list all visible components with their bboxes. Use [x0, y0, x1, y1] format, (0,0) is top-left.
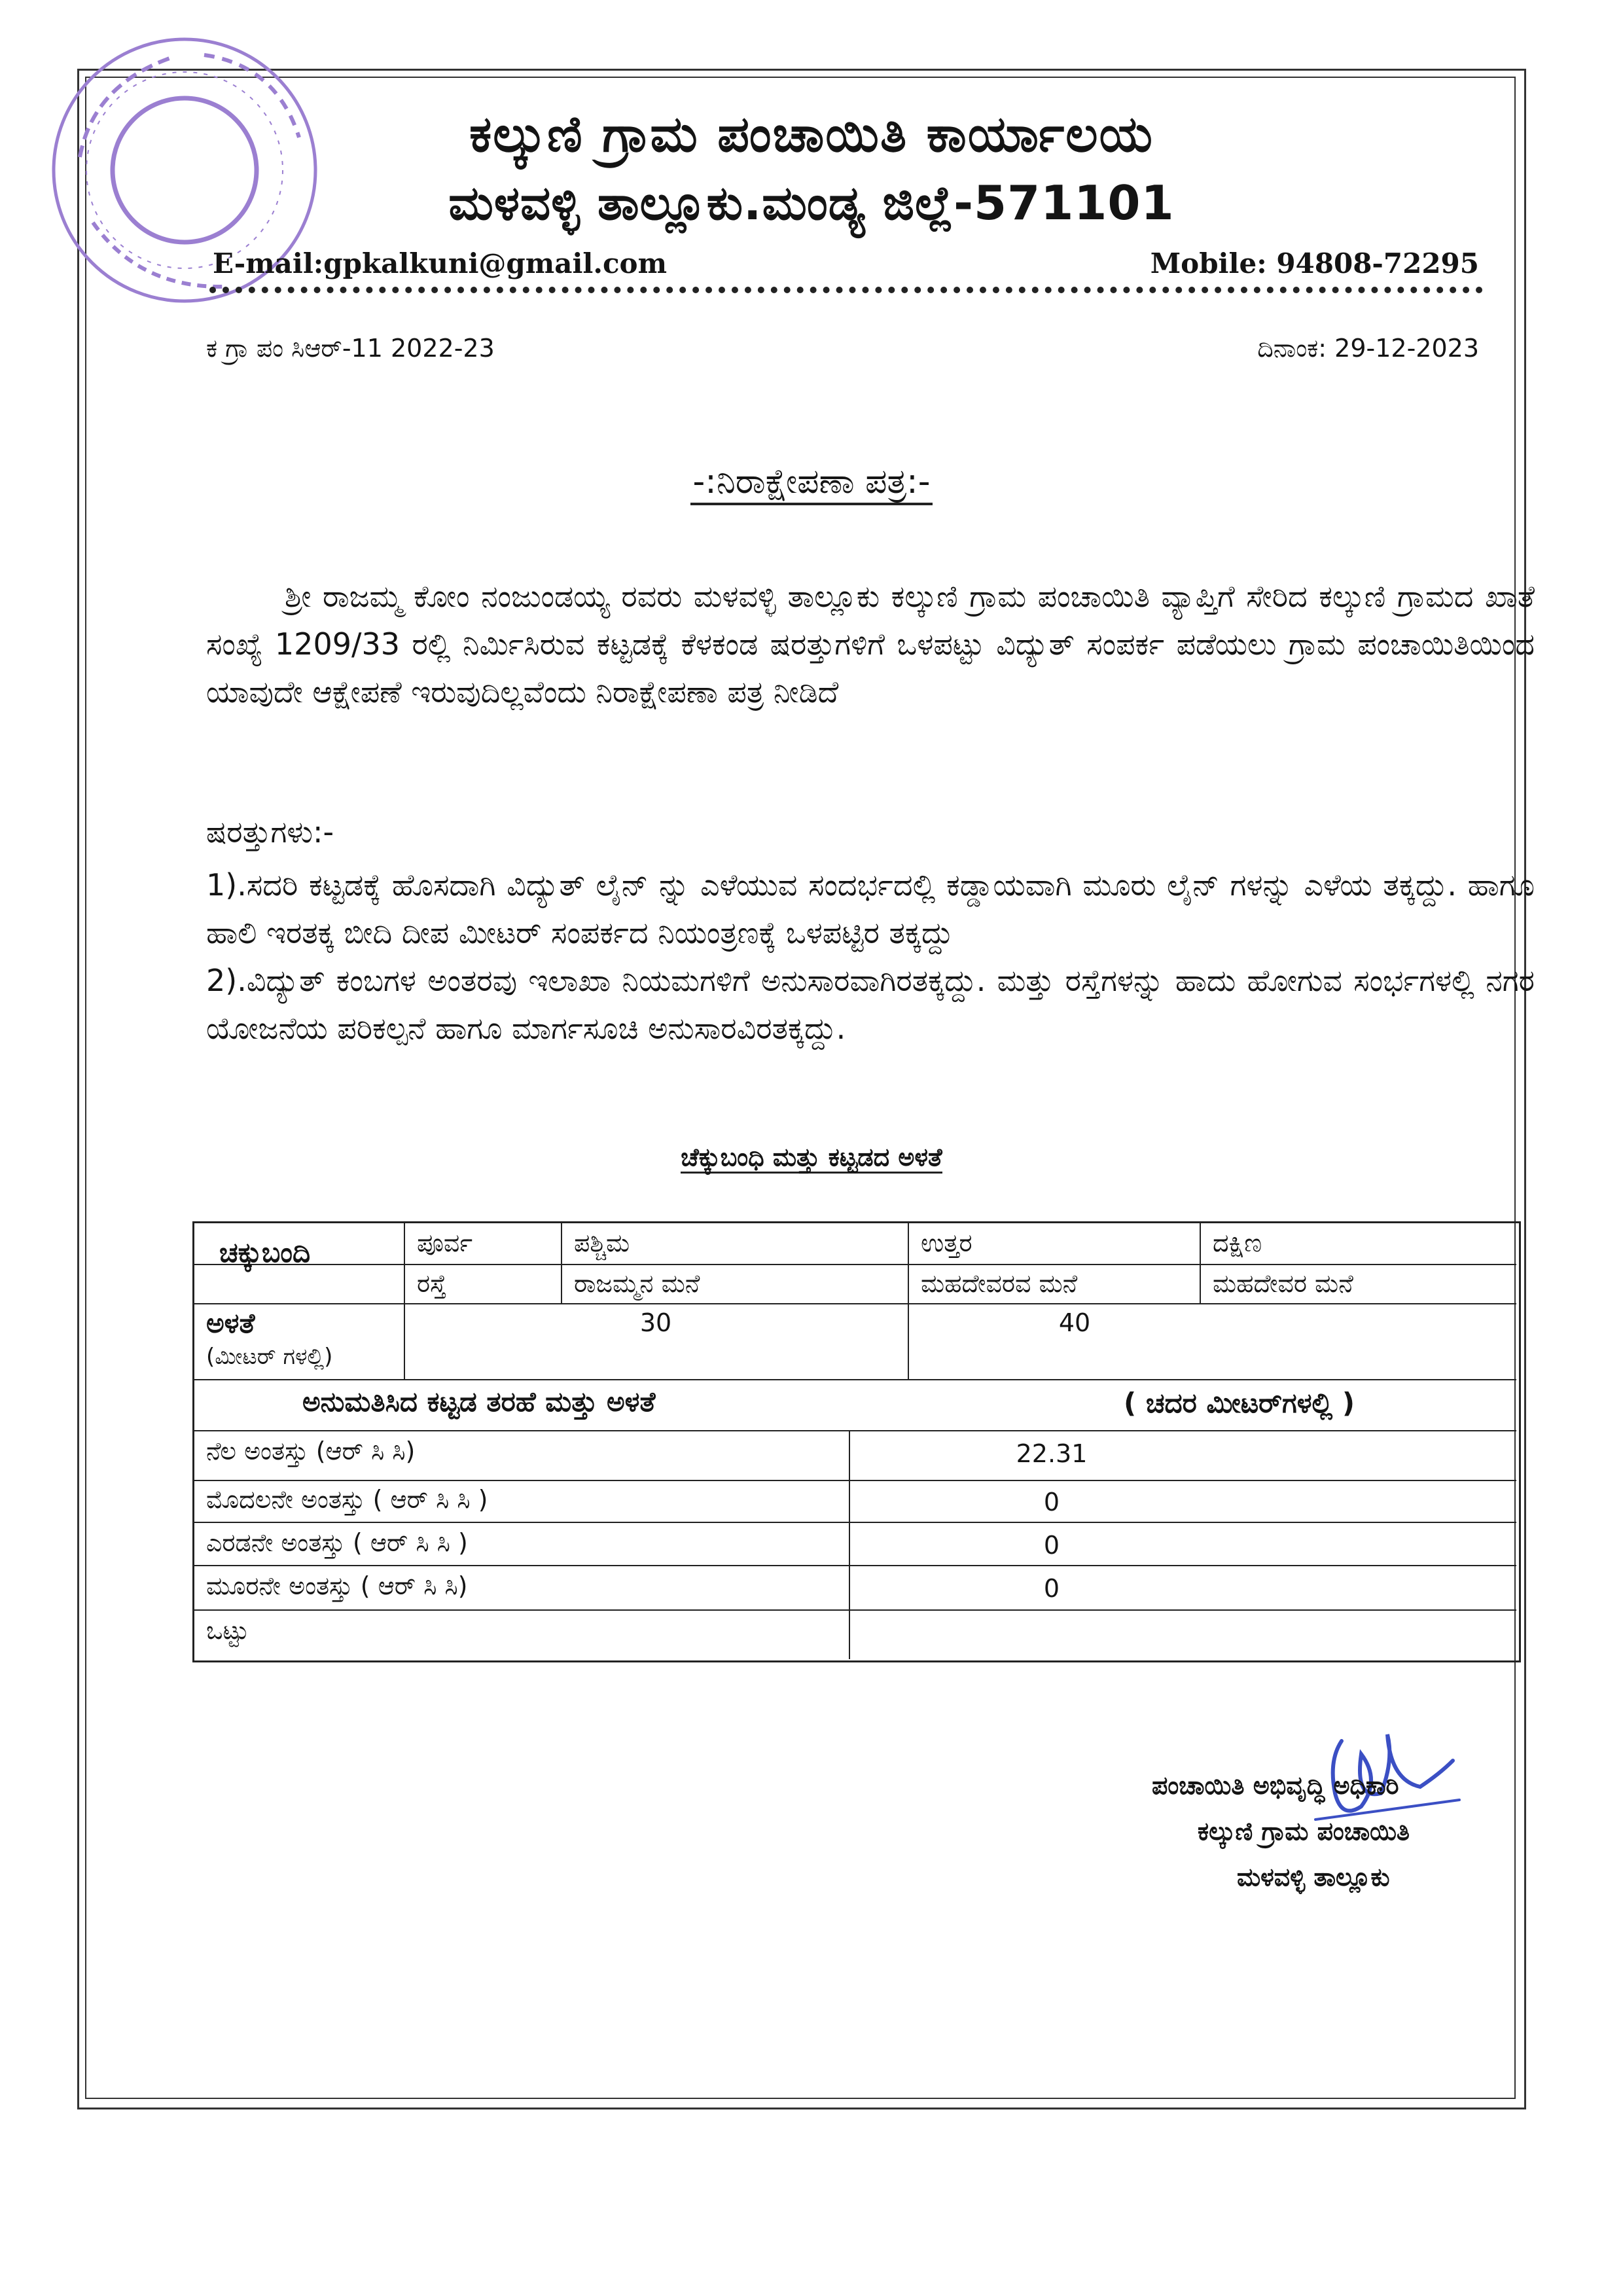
table-title — [0, 1143, 1623, 1172]
size-label: ಅಳತೆ — [206, 1307, 255, 1339]
header-divider — [209, 287, 1483, 293]
signatory-office: ಕಲ್ಕುಣಿ ಗ್ರಾಮ ಪಂಚಾಯಿತಿ — [1198, 1817, 1410, 1846]
office-name-heading: ಕಲ್ಕುಣಿ ಗ್ರಾಮ ಪಂಚಾಯಿತಿ ಕಾರ್ಯಾಲಯ — [469, 105, 1154, 163]
floor-name-total: ಒಟ್ಟು — [206, 1616, 249, 1645]
floor-name-ground: ನೆಲ ಅಂತಸ್ತು (ಆರ್ ಸಿ ಸಿ) — [206, 1437, 416, 1465]
floor-name-second: ಎರಡನೇ ಅಂತಸ್ತು ( ಆರ್ ಸಿ ಸಿ ) — [206, 1528, 468, 1557]
area-unit: ( ಚದರ ಮೀಟರ್‌ಗಳಲ್ಲಿ ) — [1124, 1387, 1355, 1419]
table-rule — [194, 1609, 1516, 1611]
boundary-label: ಚಕ್ಕುಬಂದಿ — [219, 1236, 311, 1268]
email-text: E-mail:gpkalkuni@gmail.com — [213, 247, 668, 279]
boundary-measurement-table — [192, 1221, 1521, 1662]
floor-area-second: 0 — [1043, 1531, 1060, 1560]
office-address-heading: ಮಳವಳ್ಳಿ ತಾಲ್ಲೂಕು.ಮಂಡ್ಯ ಜಿಲ್ಲೆ-571101 — [448, 175, 1175, 230]
document-title — [0, 462, 1623, 502]
conditions-list — [206, 861, 1535, 1052]
mobile-text: Mobile: 94808-72295 — [1150, 247, 1479, 279]
direction-east: ಪೂರ್ವ — [417, 1229, 473, 1257]
reference-number: ಕ ಗ್ರಾ ಪಂ ಸಿಆರ್-11 2022-23 — [206, 334, 495, 363]
neighbour-south: ಮಹದೇವರ ಮನೆ — [1213, 1269, 1353, 1298]
table-rule — [908, 1223, 909, 1379]
condition-item-1: 1).ಸದರಿ ಕಟ್ಟಡಕ್ಕೆ ಹೊಸದಾಗಿ ವಿದ್ಯುತ್ ಲೈನ್ ನ್ನು ಎಳೆಯುವ ಸಂದರ್ಭದಲ್ಲಿ ಕಡ್ಡಾಯವಾಗಿ ಮೂರು ಲೈನ್ ಗಳನ್ನು ಎಳೆಯ ತಕ್ಕದ್ದು. ಹಾಗೂ ಹಾಲಿ ಇರತಕ್ಕ ಬೀದಿ ದೀಪ ಮೀಟರ್ ಸಂಪರ್ಕದ ನಿಯಂತ್ರಣಕ್ಕೆ ಒಳಪಟ್ಟಿರ ತಕ್ಕದ್ದು — [206, 867, 1535, 950]
size-unit: (ಮೀಟರ್ ಗಳಲ್ಲಿ) — [206, 1344, 333, 1370]
floor-name-third: ಮೂರನೇ ಅಂತಸ್ತು ( ಆರ್ ಸಿ ಸಿ) — [206, 1571, 468, 1600]
table-title-text: ಚೆಕ್ಕುಬಂಧಿ ಮತ್ತು ಕಟ್ಟಡದ ಅಳತೆ — [681, 1143, 942, 1174]
table-rule — [404, 1223, 405, 1379]
table-rule — [194, 1303, 1516, 1304]
floor-area-first: 0 — [1043, 1488, 1060, 1516]
size-north-south: 40 — [1058, 1308, 1091, 1337]
table-rule — [194, 1430, 1516, 1431]
neighbour-north: ಮಹದೇವರವ ಮನೆ — [921, 1269, 1078, 1298]
direction-south: ದಕ್ಷಿಣ — [1213, 1229, 1262, 1257]
letter-date: ದಿನಾಂಕ: 29-12-2023 — [1257, 334, 1479, 363]
signatory-designation: ಪಂಚಾಯಿತಿ ಅಭಿವೃದ್ಧಿ ಅಧಿಕಾರಿ — [1152, 1771, 1399, 1800]
table-rule — [194, 1480, 1516, 1481]
table-rule — [194, 1264, 1516, 1265]
body-paragraph — [206, 573, 1535, 716]
table-rule — [561, 1223, 562, 1303]
table-rule — [194, 1379, 1516, 1380]
permitted-building-label: ಅನುಮತಿಸಿದ ಕಟ್ಟಡ ತರಹೆ ಮತ್ತು ಅಳತೆ — [302, 1386, 656, 1418]
neighbour-east: ರಸ್ತೆ — [417, 1269, 447, 1298]
signatory-taluk: ಮಳವಳ್ಳಿ ತಾಲ್ಲೂಕು — [1237, 1863, 1390, 1892]
body-paragraph-text: ಶ್ರೀ ರಾಜಮ್ಮ ಕೋಂ ನಂಜುಂಡಯ್ಯ ರವರು ಮಳವಳ್ಳಿ ತಾಲ್ಲೂಕು ಕಲ್ಕುಣಿ ಗ್ರಾಮ ಪಂಚಾಯಿತಿ ವ್ಯಾಪ್ತಿಗೆ ಸೇರಿದ ಕಲ್ಕುಣಿ ಗ್ರಾಮದ ಖಾತೆ ಸಂಖ್ಯೆ 1209/33 ರಲ್ಲಿ ನಿರ್ಮಿಸಿರುವ ಕಟ್ಟಡಕ್ಕೆ ಕೆಳಕಂಡ ಷರತ್ತುಗಳಿಗೆ ಒಳಪಟ್ಟು ವಿದ್ಯುತ್ ಸಂಪರ್ಕ ಪಡೆಯಲು ಗ್ರಾಮ ಪಂಚಾಯಿತಿಯಿಂದ ಯಾವುದೇ ಆಕ್ಷೇಪಣೆ ಇರುವುದಿಲ್ಲವೆಂದು ನಿರಾಕ್ಷೇಪಣಾ ಪತ್ರ ನೀಡಿದೆ — [206, 579, 1535, 709]
condition-item-2: 2).ವಿದ್ಯುತ್ ಕಂಬಗಳ ಅಂತರವು ಇಲಾಖಾ ನಿಯಮಗಳಿಗೆ ಅನುಸಾರವಾಗಿರತಕ್ಕದ್ದು. ಮತ್ತು ರಸ್ತೆಗಳನ್ನು ಹಾದು ಹೋಗುವ ಸಂರ್ಭಗಳಲ್ಲಿ ನಗರ ಯೋಜನೆಯ ಪರಿಕಲ್ಪನೆ ಹಾಗೂ ಮಾರ್ಗಸೂಚಿ ಅನುಸಾರವಿರತಕ್ಕದ್ದು. — [206, 963, 1535, 1046]
size-east-west: 30 — [639, 1308, 672, 1337]
floor-area-third: 0 — [1043, 1574, 1060, 1603]
neighbour-west: ರಾಜಮ್ಮನ ಮನೆ — [574, 1269, 700, 1298]
document-title-text: -:ನಿರಾಕ್ಷೇಪಣಾ ಪತ್ರ:- — [690, 462, 933, 505]
direction-north: ಉತ್ತರ — [921, 1229, 972, 1257]
table-rule — [194, 1565, 1516, 1566]
conditions-heading: ಷರತ್ತುಗಳು:- — [206, 814, 334, 850]
floor-area-ground: 22.31 — [1016, 1439, 1088, 1468]
floor-name-first: ಮೊದಲನೇ ಅಂತಸ್ತು ( ಆರ್ ಸಿ ಸಿ ) — [206, 1485, 488, 1514]
table-rule — [194, 1522, 1516, 1523]
direction-west: ಪಶ್ಚಿಮ — [574, 1229, 630, 1257]
table-rule — [1200, 1223, 1201, 1303]
